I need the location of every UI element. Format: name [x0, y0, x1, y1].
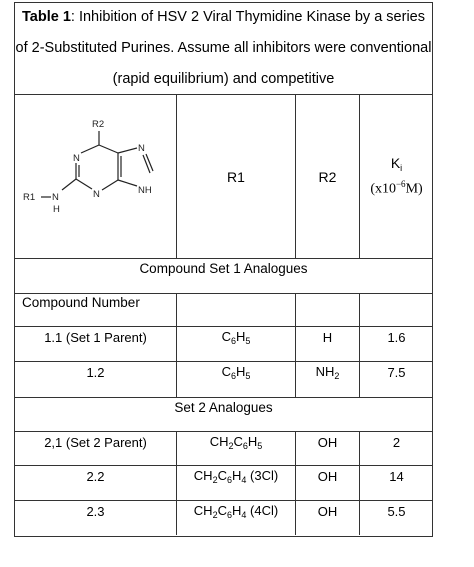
ki-cell: 7.5: [387, 364, 406, 380]
table-caption: [14, 2, 433, 94]
structure-amine-h: H: [53, 204, 60, 215]
caption-label: Table 1: [22, 9, 71, 25]
r2-formula: H: [322, 329, 333, 345]
r2-formula: OH: [317, 434, 338, 450]
compound-cell: 1.2: [86, 364, 105, 380]
r2-formula: OH: [317, 503, 338, 519]
header-r2: R2: [318, 168, 337, 185]
r2-formula: $NH_2$: [315, 363, 340, 381]
r2-formula: OH: [317, 468, 338, 484]
set2-label: Set 2 Analogues: [174, 399, 273, 415]
structure-label-r1: R1: [23, 192, 36, 203]
compound-cell: 2,1 (Set 2 Parent): [44, 434, 147, 450]
header-r1: R1: [227, 168, 245, 185]
header-ki-unit: $(x10^{-6}M)$: [370, 179, 423, 197]
r1-cell: [177, 362, 295, 382]
r1-cell: [177, 327, 295, 347]
r1-cell: [177, 466, 295, 486]
ki-cell: 14: [389, 468, 404, 484]
header-ki: [360, 95, 433, 258]
structure-amine-n: N: [52, 192, 59, 203]
r2-cell: [296, 466, 359, 486]
r1-formula: $C_6H_5$: [221, 328, 251, 346]
r1-formula: $C_6H_5$: [221, 363, 251, 381]
r1-formula: $CH_2C_6H_4$ (4Cl): [193, 502, 279, 520]
ki-cell: 5.5: [387, 503, 406, 519]
compound-cell: 2.2: [86, 468, 105, 484]
r2-cell: [296, 362, 359, 382]
structure-atom-n7: N: [138, 143, 145, 154]
structure-label-r2: R2: [92, 119, 105, 130]
r1-cell: [177, 432, 295, 452]
compound-cell: 1.1 (Set 1 Parent): [44, 329, 147, 345]
structure-atom-n1: N: [73, 153, 80, 164]
r2-cell: [296, 432, 359, 452]
header-ki-symbol: $K_i$: [390, 155, 403, 174]
caption-text: : Inhibition of HSV 2 Viral Thymidine Kinase by a series of 2-Substituted Purines. Assume all inhibitors were conventional (rapid equilibrium) and competitive: [15, 9, 432, 87]
r2-cell: [296, 327, 359, 347]
r2-cell: [296, 501, 359, 521]
ki-cell: 1.6: [387, 329, 406, 345]
ki-cell: 2: [392, 434, 401, 450]
compound-cell: 2.3: [86, 503, 105, 519]
purine-structure-diagram: [15, 95, 175, 257]
r1-formula: $CH_2C_6H_5$: [209, 433, 263, 451]
compound-number-label: Compound Number: [22, 294, 140, 310]
r1-cell: [177, 501, 295, 521]
r1-formula: $CH_2C_6H_4$ (3Cl): [193, 467, 279, 485]
structure-atom-n3: N: [93, 189, 100, 200]
set1-label: Compound Set 1 Analogues: [139, 260, 308, 276]
structure-atom-nh9: NH: [138, 185, 152, 196]
